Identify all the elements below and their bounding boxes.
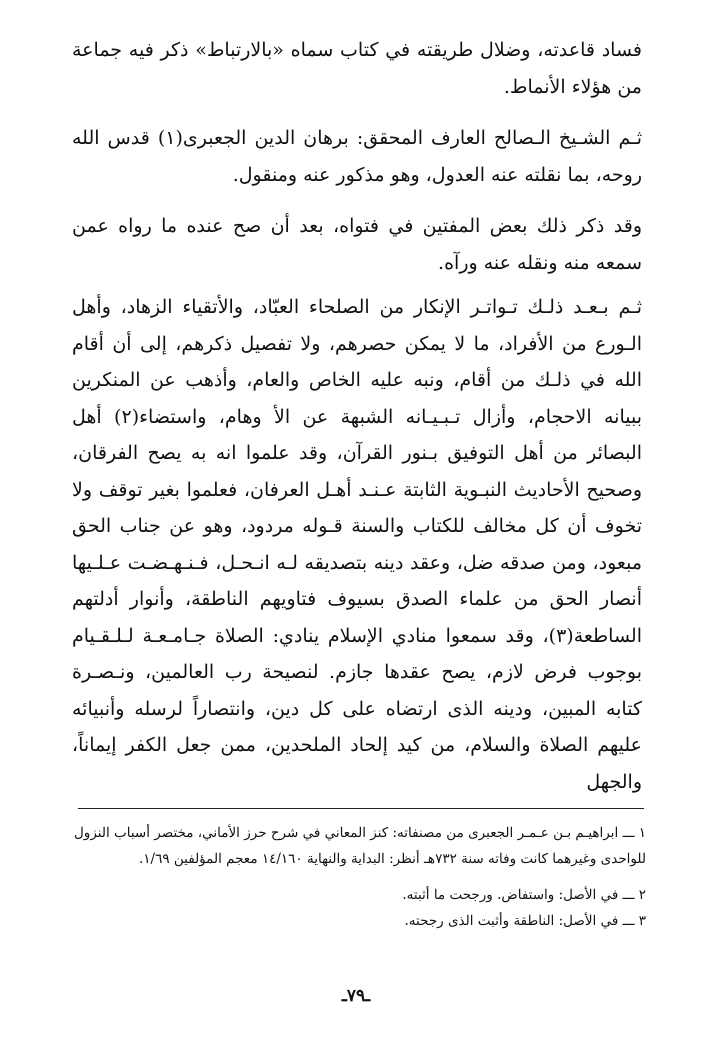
- page-number: ـ٧٩ـ: [341, 986, 371, 1006]
- footnote-divider: [78, 808, 644, 809]
- paragraph-1: فساد قاعدته، وضلال طريقته في كتاب سماه «بالارتباط» ذكر فيه جماعة من هؤلاء الأنماط.: [72, 39, 642, 98]
- footnote-2: ٢ ـــ في الأصل: واستفاض. ورجحت ما أثبته.: [402, 887, 646, 903]
- paragraph-3: وقد ذكر ذلك بعض المفتين في فتواه، بعد أن صح عنده ما رواه عمن سمعه منه ونقله عنه ورآه.: [72, 215, 642, 274]
- footnote-3: ٣ ـــ في الأصل: الناطقة وأثبت الذى رجحته.: [404, 913, 646, 929]
- main-text: [72, 32, 642, 815]
- paragraph-4: ثـم بـعـد ذلـك تـواتـر الإنكار من الصلحاء العبّاد، والأتقياء الزهاد، وأهل الـورع من الأفراد، ما لا يمكن حصرهم، ولا تفصيل ذكرهم، إلى أن أقام الله في ذلـك من أقام، ونبه عليه الخاص والعام، وأذهب عن المنكرين ببيانه الاحجام، وأزال تـبـيـانه الشبهة عن الأ وهام، واستضاء(٢) أهل البصائر من أهل التوفيق بـنور القرآن، وقد علموا انه به يصح الفرقان، وصحيح الأحاديث النبـوية الثابتة عـنـد أهـل العرفان، فعلموا بغير توقف ولا تخوف أن كل مخالف للكتاب والسنة قـوله مردود، وهو عن جناب الحق مبعود، ومن صدقه ضل، وعقد دينه بتصديقه لـه انـحـل، فـنـهـضـت عـلـيها أنصار الحق من علماء الصدق بسيوف فتاويهم الناطقة، وأنوار أدلتهم الساطعة(٣)، وقد سمعوا منادي الإسلام ينادي: الصلاة جـامـعـة لـلـقـيام بوجوب فرض لازم، يصح عقدها جازم. لنصيحة رب العالمين، ونـصـرة كتابه المبين، ودينه الذى ارتضاه على كل دين، وانتصاراً لرسله وأنبيائه عليهم الصلاة والسلام، من كيد إلحاد الملحدين، ممن جعل الكفر إيماناً، والجهل: [72, 296, 643, 793]
- paragraph-2: ثـم الشـيخ الـصالح العارف المحقق: برهان الدين الجعبرى(١) قدس الله روحه، بما نقلته عنه العدول، وهو مذكور عنه ومنقول.: [72, 127, 642, 186]
- footnotes: [74, 820, 646, 934]
- footnote-1: ١ ـــ ابراهيـم بـن عـمـر الجعبرى من مصنفاته: كنز المعاني في شرح حرز الأماني، مختصر أسباب النزول للواحدى وغيرهما كانت وفاته سنة ٧٣٢هـ أنظر: البداية والنهاية ١٤/١٦٠ معجم المؤلفين ١/٦٩.: [74, 825, 646, 867]
